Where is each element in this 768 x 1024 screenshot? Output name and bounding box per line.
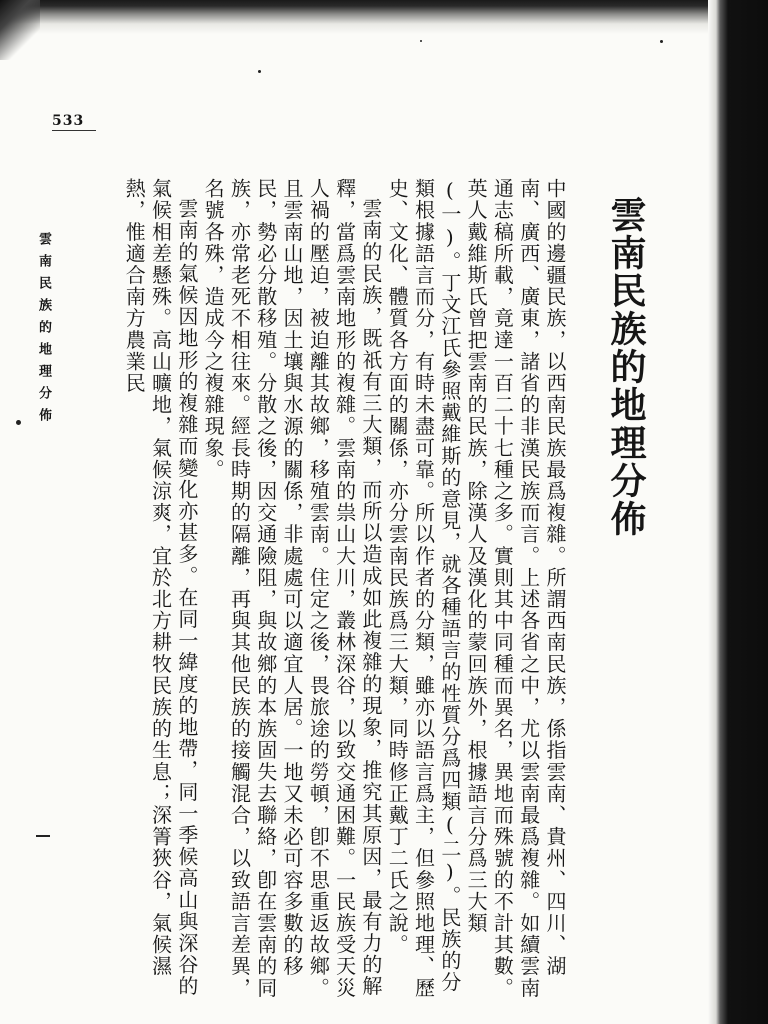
article-title: 雲南民族的地理分佈 [605, 196, 647, 538]
header-rule [52, 130, 96, 131]
scan-speck [258, 70, 261, 73]
article-body [68, 178, 568, 1008]
scan-top-edge [0, 0, 768, 34]
running-head: 雲南民族的地理分佈 [36, 232, 51, 430]
scan-corner-shadow [0, 0, 40, 60]
scan-speck [660, 40, 663, 43]
margin-dot [16, 420, 21, 425]
paragraph: 雲南的民族，既祇有三大類，而所以造成如此複雜的現象，推究其原因，最有力的解釋，當爲雲南地形的複雜。雲南的祟山大川，叢林深谷，以致交通困難。一民族受天災人禍的壓迫，被迫離其故鄉，移殖雲南。住定之後，畏旅途的勞頓，卽不思重返故鄉。且雲南山地，因土壤與水源的關係，非處處可以適宜人居。一地又未必可容多數的移民，勢必分散移殖。分散之後，因交通險阻，與故鄉的本族固失去聯絡，卽在雲南的同族，亦常老死不相往來。經長時期的隔離，再與其他民族的接觸混合，以致語言差異，名號各殊，造成今之複雜現象。 [201, 178, 383, 999]
page-number: 533 [52, 113, 85, 129]
paragraph: 雲南的氣候因地形的複雜而變化亦甚多。在同一緯度的地帶，同一季候高山與深谷的氣候相差懸殊。高山曠地，氣候涼爽，宜於北方耕牧民族的生息；深箐狹谷，氣候濕熱，惟適合南方農業民 [122, 178, 199, 998]
paragraph: 中國的邊疆民族，以西南民族最爲複雜。所謂西南民族，係指雲南、貴州、四川、湖南、廣西、廣東，諸省的非漢民族而言。上述各省之中，尤以雲南最爲複雜。如續雲南通志稿所載，竟達一百二十七種之多。實則其中同種而異名，異地而殊號的不計其數。英人戴維斯氏曾把雲南的民族，除漢人及漢化的蒙回族外，根據語言分爲三大類(一)。丁文江氏參照戴維斯的意見，就各種語言的性質分爲四類(二)。民族的分類根據語言而分，有時未盡可靠。所以作者的分類，雖亦以語言爲主，但參照地理、歷史、文化、體質各方面的關係，亦分雲南民族爲三大類，同時修正戴丁二氏之說。 [385, 178, 567, 999]
scan-right-edge [708, 0, 768, 1024]
scan-speck [420, 40, 422, 42]
margin-mark [36, 835, 50, 837]
